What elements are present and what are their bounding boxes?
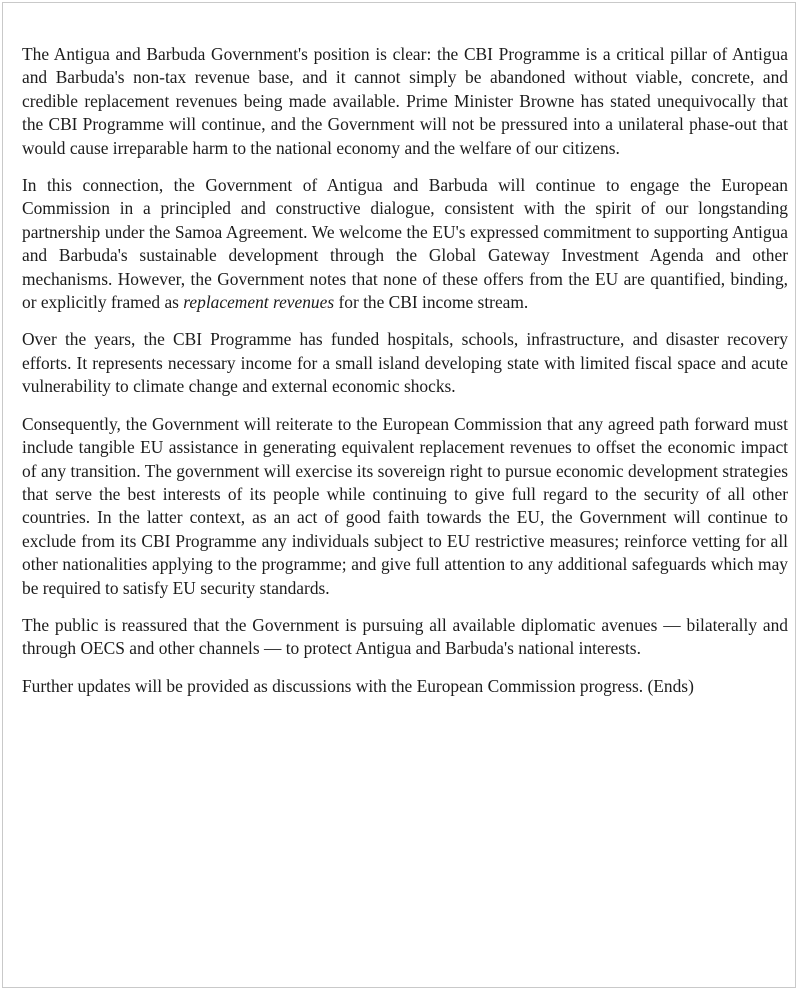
- paragraph-cbi-funding: Over the years, the CBI Programme has funded hospitals, schools, infrastructure, and disaster recovery efforts. It represents necessary income for a small island developing state with limited fiscal space and acute vulnerability to climate change and external economic shocks.: [22, 329, 788, 397]
- paragraph-consequently: Consequently, the Government will reiterate to the European Commission that any agreed path forward must include tangible EU assistance in generating equivalent replacement revenues to offset the economic impact of any transition. The government will exercise its sovereign right to pursue economic development strategies that serve the best interests of its people while continuing to give full regard to the security of all other countries. In the latter context, as an act of good faith towards the EU, the Government will continue to exclude from its CBI Programme any individuals subject to EU restrictive measures; reinforce vetting for all other nationalities applying to the programme; and give full attention to any additional safeguards which may be required to satisfy EU security standards.: [22, 413, 788, 598]
- paragraph-eu-dialogue-text: In this connection, the Government of Antigua and Barbuda will continue to engage the European Commission in a principled and constructive dialogue, consistent with the spirit of our longstanding partnership under the Samoa Agreement. We welcome the EU's expressed commitment to supporting Antigua and Barbuda's sustainable development through the Global Gateway Investment Agenda and other mechanisms. However, the Government notes that none of these offers from the EU are quantified, binding, or explicitly framed as: [22, 175, 788, 313]
- paragraph-eu-dialogue-tail: for the CBI income stream.: [334, 292, 529, 313]
- paragraph-further-updates: Further updates will be provided as discussions with the European Commission progress. (Ends): [22, 675, 694, 696]
- document-page: [2, 2, 796, 988]
- document-body: [22, 43, 788, 712]
- paragraph-eu-dialogue: [22, 174, 788, 314]
- paragraph-cbi-position: The Antigua and Barbuda Government's position is clear: the CBI Programme is a critical pillar of Antigua and Barbuda's non-tax revenue base, and it cannot simply be abandoned without viable, concrete, and credible replacement revenues being made available. Prime Minister Browne has stated unequivocally that the CBI Programme will continue, and the Government will not be pressured into a unilateral phase-out that would cause irreparable harm to the national economy and the welfare of our citizens.: [22, 44, 788, 158]
- paragraph-public-reassured: The public is reassured that the Government is pursuing all available diplomatic avenues — bilaterally and through OECS and other channels — to protect Antigua and Barbuda's national interests.: [22, 614, 788, 659]
- replacement-revenues-emphasis: replacement revenues: [183, 292, 335, 313]
